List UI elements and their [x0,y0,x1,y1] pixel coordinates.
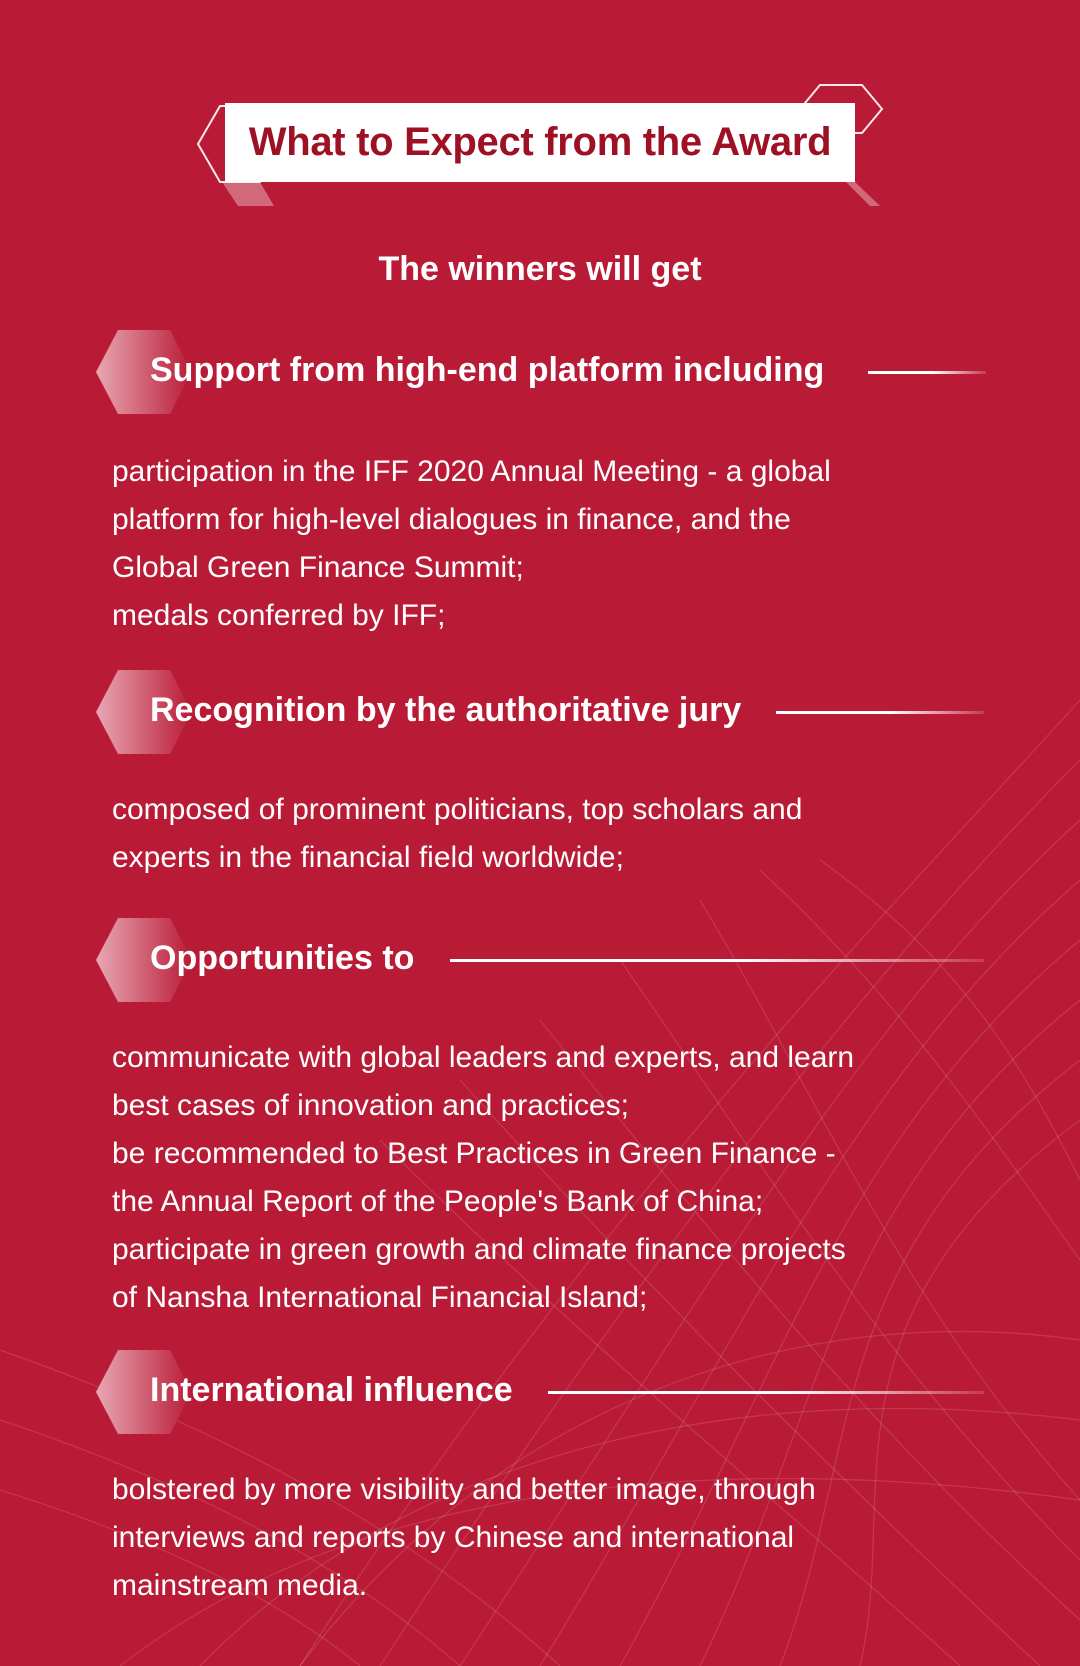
title-box [225,103,855,182]
section-divider-line [450,959,984,962]
section-header [0,1350,1080,1434]
page-title: What to Expect from the Award [248,120,832,164]
body-line: platform for high-level dialogues in finance, and the [112,503,791,536]
section-header [0,918,1080,1002]
section-divider-line [548,1391,984,1394]
section-international-influence [0,1350,1080,1602]
body-line: communicate with global leaders and experts, and learn [112,1041,855,1074]
section-body [112,448,972,640]
body-line: be recommended to Best Practices in Green Finance - [112,1137,836,1170]
section-platform-support [0,330,1080,632]
body-line: composed of prominent politicians, top scholars and [112,793,803,826]
section-header [0,670,1080,754]
body-line: participate in green growth and climate finance projects [112,1233,846,1266]
body-line: interviews and reports by Chinese and international [112,1521,795,1554]
subtitle: The winners will get [378,250,702,288]
section-header [0,330,1080,414]
body-line: Global Green Finance Summit; [112,551,524,584]
section-heading: Recognition by the authoritative jury [150,691,742,729]
body-line: bolstered by more visibility and better image, through [112,1473,816,1506]
body-line: best cases of innovation and practices; [112,1089,629,1122]
section-jury-recognition [0,670,1080,874]
body-line: experts in the financial field worldwide; [112,841,624,874]
title-banner [0,0,1080,240]
section-heading: Support from high-end platform including [150,351,825,389]
section-opportunities [0,918,1080,1314]
body-line: medals conferred by IFF; [112,599,446,632]
section-divider-line [776,711,984,714]
body-line: mainstream media. [112,1569,368,1602]
body-line: the Annual Report of the People's Bank of China; [112,1185,764,1218]
section-body [112,786,972,882]
body-line: participation in the IFF 2020 Annual Meeting - a global [112,455,831,488]
section-heading: International influence [150,1371,513,1409]
section-body [112,1034,972,1322]
section-divider-line [868,371,986,374]
body-line: of Nansha International Financial Island; [112,1281,648,1314]
section-body [112,1466,972,1610]
section-heading: Opportunities to [150,939,415,977]
